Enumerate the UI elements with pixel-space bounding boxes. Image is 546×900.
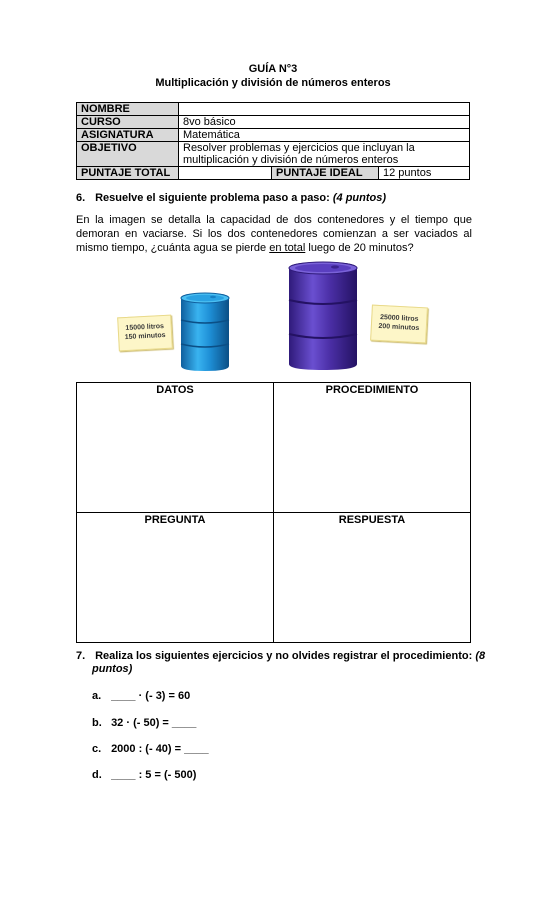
problem-statement	[76, 213, 472, 255]
exercise-b-letter: b.	[92, 717, 102, 729]
objetivo-label: OBJETIVO	[77, 142, 179, 167]
datos-cell: DATOS	[77, 383, 274, 513]
asignatura-label: ASIGNATURA	[77, 129, 179, 142]
problem-text-before: En la imagen se detalla la capacidad de dos contenedores y el tiempo que demoran en vaciarse. Si los dos contenedores comienzan a ser vaciados al mismo tiempo, ¿cuánta agua se pierde	[76, 214, 472, 254]
work-grid	[76, 382, 471, 643]
exercise-a-text: ____ · (- 3) = 60	[111, 690, 191, 702]
section-6-points: (4 puntos)	[332, 192, 387, 204]
puntaje-ideal-value: 12 puntos	[379, 167, 470, 180]
exercise-d-letter: d.	[92, 769, 102, 781]
small-barrel-label	[117, 315, 173, 352]
section-7-number: 7.	[76, 650, 86, 662]
procedimiento-cell: PROCEDIMIENTO	[274, 383, 471, 513]
small-barrel-capacity: 15000 litros	[125, 323, 165, 333]
objetivo-value	[179, 142, 470, 167]
exercise-b	[92, 717, 196, 729]
asignatura-value: Matemática	[179, 129, 470, 142]
large-barrel-capacity: 25000 litros	[379, 314, 419, 324]
problem-text-after: luego de 20 minutos?	[305, 242, 414, 254]
puntaje-total-value	[179, 167, 272, 180]
exercise-c-letter: c.	[92, 743, 102, 755]
exercise-a-letter: a.	[92, 690, 102, 702]
section-7-points-b: puntos)	[92, 663, 133, 675]
section-7-heading	[76, 650, 485, 662]
section-6-heading-text: Resuelve el siguiente problema paso a paso:	[95, 192, 330, 204]
respuesta-cell: RESPUESTA	[274, 513, 471, 643]
small-barrel-time: 150 minutos	[124, 331, 166, 342]
problem-text-underlined: en total	[269, 242, 306, 254]
nombre-value	[179, 103, 470, 116]
curso-label: CURSO	[77, 116, 179, 129]
curso-value: 8vo básico	[179, 116, 470, 129]
objetivo-line-1: Resolver problemas y ejercicios que incluyan la	[183, 142, 415, 154]
large-barrel-time: 200 minutos	[378, 322, 420, 333]
pregunta-cell: PREGUNTA	[77, 513, 274, 643]
section-7-heading-text: Realiza los siguientes ejercicios y no olvides registrar el procedimiento:	[95, 650, 473, 662]
small-barrel-illustration	[178, 290, 232, 374]
section-6-heading	[76, 192, 386, 204]
guide-subtitle: Multiplicación y división de números enteros	[155, 77, 391, 89]
guide-title: GUÍA N°3	[248, 63, 298, 75]
exercise-c-text: 2000 : (- 40) = ____	[111, 743, 209, 755]
puntaje-ideal-label: PUNTAJE IDEAL	[272, 167, 379, 180]
exercise-c	[92, 743, 209, 755]
objetivo-line-2: multiplicación y división de números enteros	[183, 154, 399, 166]
section-7-points-a: (8	[475, 650, 486, 662]
section-7-heading-cont	[92, 663, 132, 675]
section-6-number: 6.	[76, 192, 86, 204]
exercise-b-text: 32 · (- 50) = ____	[111, 717, 197, 729]
exercise-d-text: ____ : 5 = (- 500)	[111, 769, 197, 781]
large-barrel-illustration	[285, 258, 361, 374]
large-barrel-label	[370, 305, 428, 344]
puntaje-total-label: PUNTAJE TOTAL	[77, 167, 179, 180]
exercise-a	[92, 690, 190, 702]
nombre-label: NOMBRE	[77, 103, 179, 116]
exercise-d	[92, 769, 196, 781]
student-info-table	[76, 102, 470, 180]
